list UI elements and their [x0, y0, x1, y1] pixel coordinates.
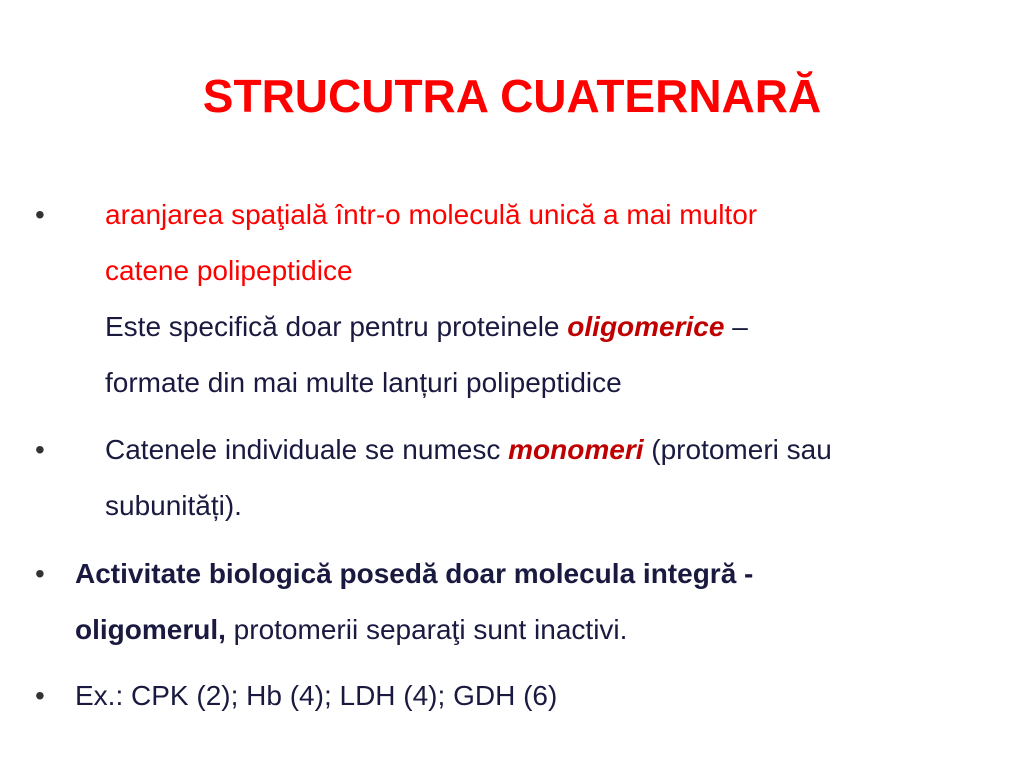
item1-line3 — [105, 311, 748, 343]
item3-line2 — [75, 614, 627, 646]
item2-line1-suffix: (protomeri sau — [643, 434, 832, 465]
item2-line1 — [105, 434, 832, 466]
item3-bold-oligomerul: oligomerul, — [75, 614, 226, 645]
item2-line1-prefix: Catenele individuale se numesc — [105, 434, 509, 465]
bullet-marker: • — [35, 434, 45, 465]
item4-line1: Ex.: CPK (2); Hb (4); LDH (4); GDH (6) — [75, 680, 558, 711]
bullet-marker: • — [35, 680, 45, 711]
item1-line2: catene polipeptidice — [105, 255, 353, 286]
item1-line4: formate din mai multe lanțuri polipeptidice — [105, 367, 622, 398]
item3-line2-rest: protomerii separaţi sunt inactivi. — [225, 614, 628, 645]
bullet-marker: • — [35, 558, 45, 589]
item1-emphasis-oligomerice: oligomerice — [567, 311, 725, 342]
item1-line3-prefix: Este specifică doar pentru proteinele — [105, 311, 568, 342]
item2-emphasis-monomeri: monomeri — [508, 434, 644, 465]
item2-line2: subunități). — [105, 490, 242, 521]
item1-line3-suffix: – — [724, 311, 748, 342]
bullet-marker: • — [35, 199, 45, 230]
item1-line1: aranjarea spaţială într-o moleculă unică a mai multor — [105, 199, 758, 230]
item3-line1: Activitate biologică posedă doar molecula integră - — [75, 558, 754, 589]
slide-title: STRUCUTRA CUATERNARĂ — [202, 70, 822, 122]
